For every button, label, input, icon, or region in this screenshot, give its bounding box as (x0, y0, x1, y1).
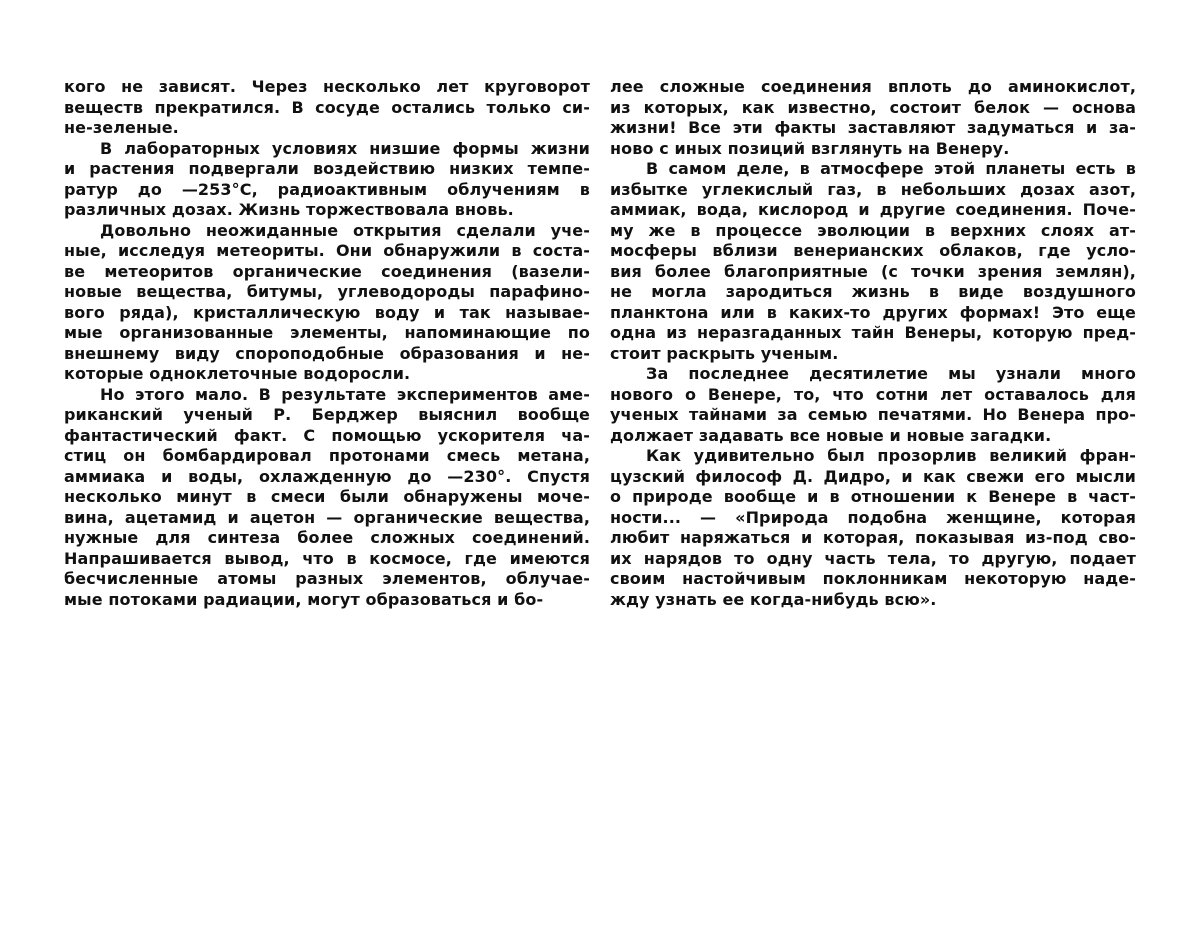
text-line: о природе вообще и в отношении к Венере в част- (610, 487, 1136, 506)
paragraph (610, 77, 1136, 159)
text-line: бесчисленные атомы разных элементов, облучае- (64, 569, 590, 588)
text-line: В самом деле, в атмосфере этой планеты есть в (646, 159, 1136, 178)
text-line: внешнему виду спороподобные образования и не- (64, 343, 590, 363)
text-line: жду узнать ее когда-нибудь всю». (610, 589, 937, 609)
paragraph (64, 221, 590, 385)
text-line: планктона или в каких-то других формах! Это еще (610, 302, 1136, 322)
text-line: цузский философ Д. Дидро, и как свежи его мысли (610, 466, 1136, 486)
text-line: стоит раскрыть ученым. (610, 343, 839, 363)
text-line: ности... — «Природа подобна женщине, которая (610, 507, 1136, 527)
text-line: должает задавать все новые и новые загадки. (610, 425, 1052, 445)
text-line: мосферы вблизи венерианских облаков, где усло- (610, 241, 1136, 260)
text-line: которые одноклеточные водоросли. (64, 364, 411, 383)
text-line: Напрашивается вывод, что в космосе, где имеются (64, 548, 590, 568)
text-line: избытке углекислый газ, в небольших дозах азот, (610, 179, 1136, 199)
paragraph (64, 77, 590, 139)
text-line: ные, исследуя метеориты. Они обнаружили в соста- (64, 241, 590, 260)
text-line: аммиака и воды, охлажденную до —230°. Спустя (64, 466, 590, 486)
text-line: новые вещества, битумы, углеводороды парафино- (64, 282, 590, 301)
text-line: аммиак, вода, кислород и другие соединения. Поче- (610, 200, 1136, 219)
text-line: риканский ученый Р. Берджер выяснил вообще (64, 405, 590, 424)
text-line: фантастический факт. С помощью ускорителя ча- (64, 425, 590, 445)
text-line: и растения подвергали воздействию низких темпе- (64, 159, 590, 178)
paragraph (64, 139, 590, 221)
text-line: му же в процессе эволюции в верхних слоях ат- (610, 220, 1136, 240)
text-line: лее сложные соединения вплоть до аминокислот, (610, 77, 1136, 96)
text-line: За последнее десятилетие мы узнали много (646, 364, 1136, 383)
text-line: ново с иных позиций взглянуть на Венеру. (610, 138, 1010, 158)
text-line: различных дозах. Жизнь торжествовала вновь. (64, 200, 514, 219)
left-column (64, 77, 590, 610)
text-line: Довольно неожиданные открытия сделали уче- (100, 220, 590, 240)
paragraph (610, 159, 1136, 364)
text-line: Но этого мало. В результате экспериментов аме- (100, 384, 590, 404)
text-line: одна из неразгаданных тайн Венеры, которую пред- (610, 323, 1136, 342)
text-line: несколько минут в смеси были обнаружены моче- (64, 487, 590, 506)
text-line: нового о Венере, то, что сотни лет оставалось для (610, 384, 1136, 404)
text-line: веществ прекратился. В сосуде остались только си- (64, 97, 590, 117)
text-line: Как удивительно был прозорлив великий фран- (646, 446, 1136, 465)
text-line: жизни! Все эти факты заставляют задуматься и за- (610, 118, 1136, 137)
text-line: нужные для синтеза более сложных соединений. (64, 528, 590, 547)
text-line: В лабораторных условиях низшие формы жизни (100, 138, 590, 158)
text-line: стиц он бомбардировал протонами смесь метана, (64, 446, 590, 465)
paragraph (610, 364, 1136, 446)
text-line: своим настойчивым поклонникам некоторую наде- (610, 569, 1136, 588)
text-line: их нарядов то одну часть тела, то другую, подает (610, 548, 1136, 568)
paragraph (610, 446, 1136, 610)
text-line: мые организованные элементы, напоминающие по (64, 323, 590, 342)
text-line: ратур до —253°С, радиоактивным облучениям в (64, 179, 590, 199)
text-line: из которых, как известно, состоит белок — основа (610, 97, 1136, 117)
text-line: мые потоками радиации, могут образоваться и бо- (64, 589, 544, 609)
paragraph (64, 385, 590, 611)
text-line: вия более благоприятные (с точки зрения землян), (610, 261, 1136, 281)
text-line: кого не зависят. Через несколько лет круговорот (64, 77, 590, 96)
text-line: не-зеленые. (64, 118, 179, 137)
text-line: ве метеоритов органические соединения (вазели- (64, 261, 590, 281)
text-line: любит наряжаться и которая, показывая из-под сво- (610, 528, 1136, 547)
right-column (610, 77, 1136, 610)
text-line: вого ряда), кристаллическую воду и так называе- (64, 302, 590, 322)
text-line: вина, ацетамид и ацетон — органические вещества, (64, 507, 590, 527)
text-line: не могла зародиться жизнь в виде воздушного (610, 282, 1136, 301)
text-line: ученых тайнами за семью печатями. Но Венера про- (610, 405, 1136, 424)
